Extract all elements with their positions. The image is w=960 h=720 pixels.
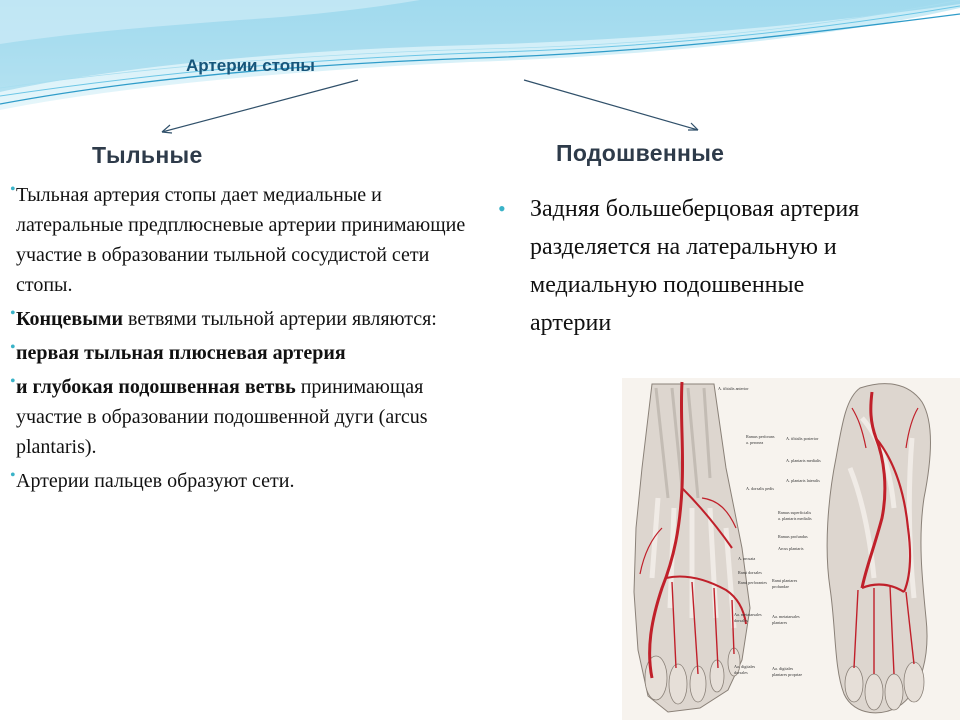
svg-text:dorsales: dorsales — [734, 670, 748, 675]
svg-text:dorsales: dorsales — [734, 618, 748, 623]
slide-title: Артерии стопы — [186, 56, 315, 75]
svg-text:Rami plantares: Rami plantares — [772, 578, 798, 583]
svg-text:Ramus perforans: Ramus perforans — [746, 434, 775, 439]
bullet-icon: • — [10, 339, 16, 356]
svg-text:Aa. metatarsales: Aa. metatarsales — [772, 614, 800, 619]
svg-text:A. dorsalis pedis: A. dorsalis pedis — [746, 486, 775, 491]
bullet-icon: • — [10, 181, 16, 198]
list-item — [10, 466, 486, 496]
plantar-arteries-list — [498, 190, 888, 342]
svg-text:a. peronea: a. peronea — [746, 440, 764, 445]
svg-text:Ramus superficialis: Ramus superficialis — [778, 510, 812, 515]
svg-text:Aa. digitales: Aa. digitales — [772, 666, 794, 671]
svg-text:A. arcuata: A. arcuata — [738, 556, 756, 561]
svg-text:A. tibialis posterior: A. tibialis posterior — [786, 436, 819, 441]
item-text: Артерии пальцев образуют сети. — [16, 470, 295, 492]
list-item — [10, 180, 486, 300]
bullet-icon: • — [498, 196, 506, 221]
list-item — [498, 190, 888, 342]
item-bold-text: первая тыльная плюсневая артерия — [16, 342, 346, 364]
list-item — [10, 372, 486, 462]
svg-text:A. plantaris medialis: A. plantaris medialis — [786, 458, 821, 463]
svg-text:Ramus profundus: Ramus profundus — [778, 534, 808, 539]
foot-arteries-illustration — [622, 378, 960, 720]
svg-text:Aa. metatarsales: Aa. metatarsales — [734, 612, 762, 617]
figure-labels-right — [772, 436, 821, 677]
svg-text:A. tibialis anterior: A. tibialis anterior — [718, 386, 749, 391]
item-bold-text: Концевыми — [16, 308, 123, 330]
item-text: принимающая участие в образовании подошвенной дуги (arcus plantaris). — [16, 376, 428, 458]
plantar-heading: Подошвенные — [556, 140, 725, 166]
item-bold-text: и глубокая подошвенная ветвь — [16, 376, 296, 398]
svg-text:Rami dorsales: Rami dorsales — [738, 570, 762, 575]
bullet-icon: • — [10, 467, 16, 484]
svg-text:Arcus plantaris: Arcus plantaris — [778, 546, 804, 551]
dorsal-heading: Тыльные — [92, 142, 203, 168]
item-text: Задняя большеберцовая артерия разделяется на латеральную и медиальную подошвенные артерии — [530, 196, 860, 336]
svg-text:profundae: profundae — [772, 584, 789, 589]
svg-text:a. plantaris medialis: a. plantaris medialis — [778, 516, 812, 521]
svg-text:Rami perforantes: Rami perforantes — [738, 580, 767, 585]
svg-text:plantares propriae: plantares propriae — [772, 672, 803, 677]
item-text: ветвями тыльной артерии являются: — [123, 308, 437, 330]
dorsal-foot-drawing — [634, 382, 750, 712]
foot-anatomy-drawing — [622, 378, 960, 720]
dorsal-arteries-list — [10, 180, 486, 500]
svg-text:plantares: plantares — [772, 620, 788, 625]
list-item — [10, 338, 486, 368]
svg-text:Aa. digitales: Aa. digitales — [734, 664, 756, 669]
bullet-icon: • — [10, 305, 16, 322]
svg-text:A. plantaris lateralis: A. plantaris lateralis — [786, 478, 820, 483]
plantar-foot-drawing — [827, 384, 930, 713]
bullet-icon: • — [10, 373, 16, 390]
list-item — [10, 304, 486, 334]
item-text: Тыльная артерия стопы дает медиальные и латеральные предплюсневые артерии принимающие участие в образовании тыльной сосудистой сети стопы. — [16, 184, 466, 296]
